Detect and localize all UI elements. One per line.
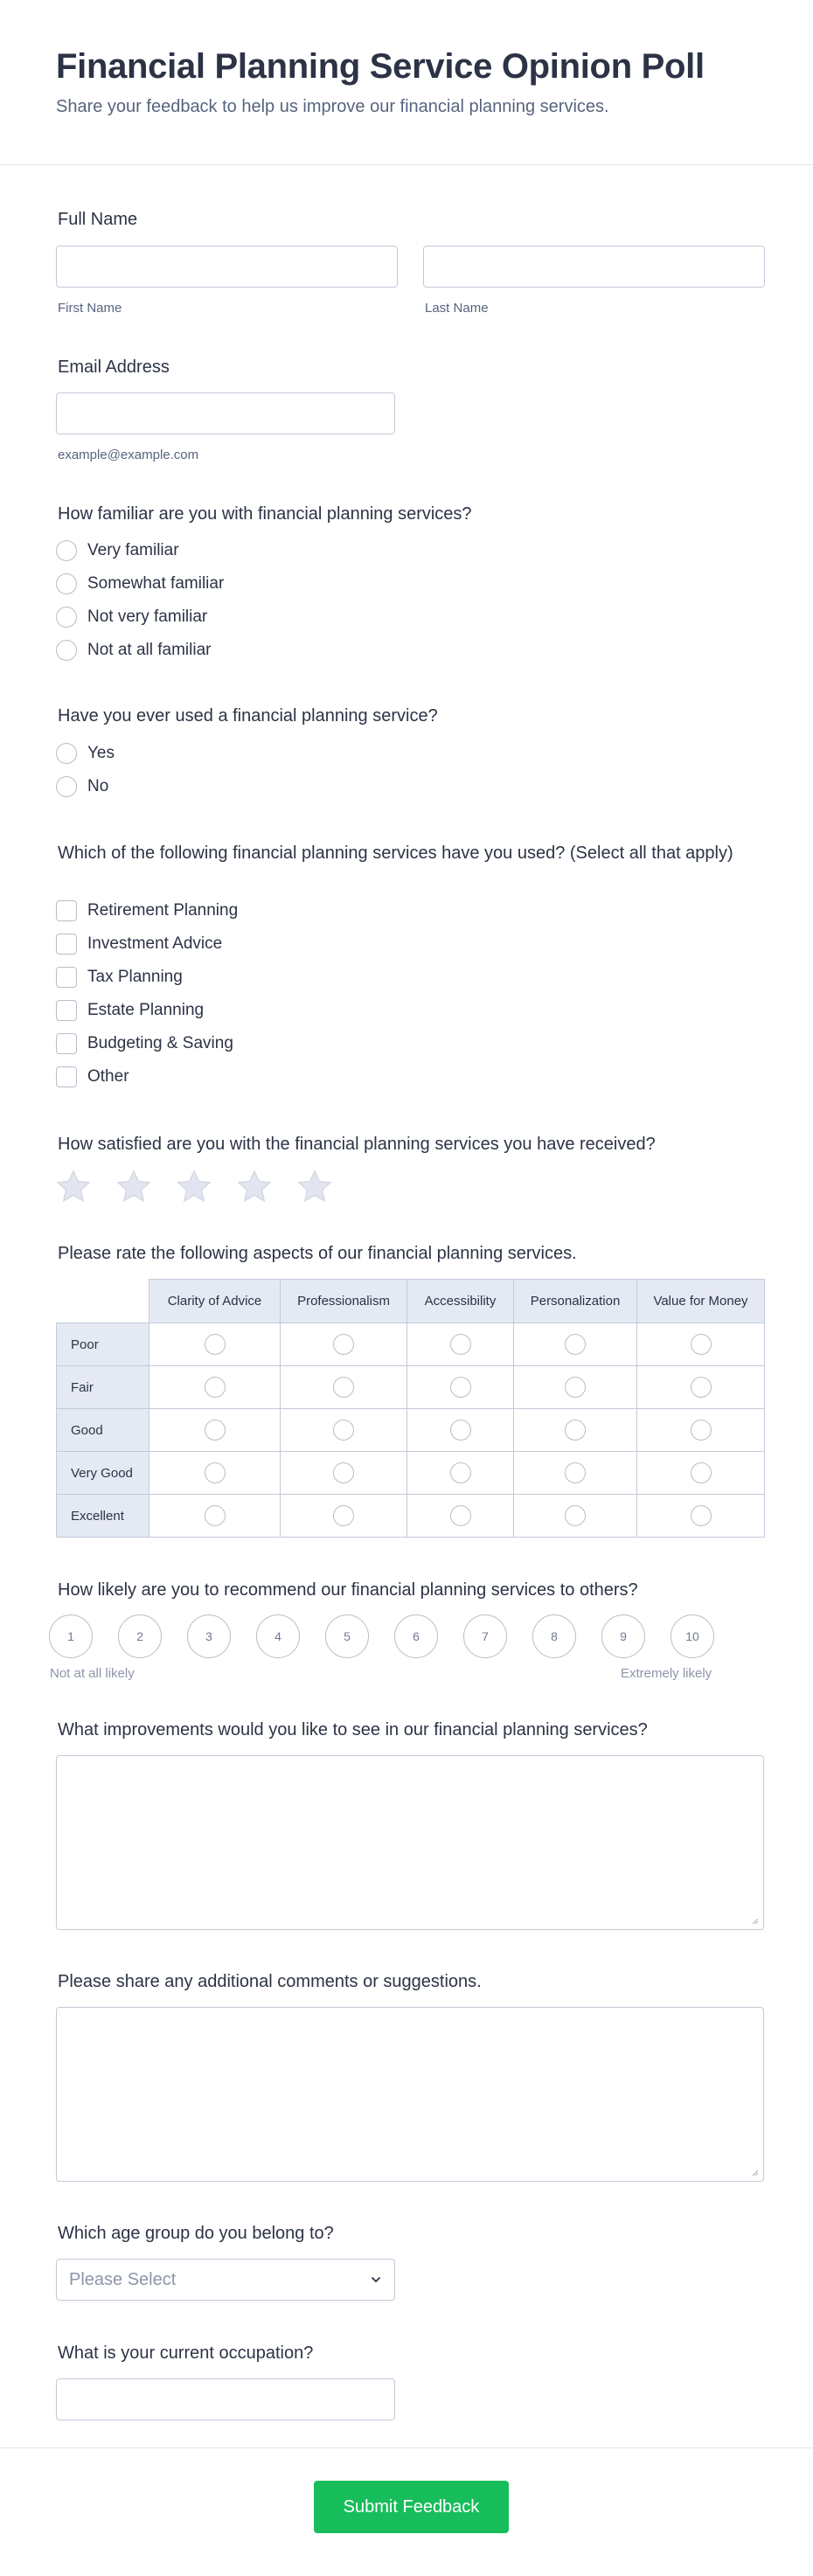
matrix-radio[interactable]: [565, 1377, 586, 1398]
familiarity-options: [56, 534, 224, 667]
service-option-investment[interactable]: Investment Advice: [56, 927, 238, 961]
service-option-other[interactable]: Other: [56, 1060, 238, 1094]
scale-option[interactable]: 7: [463, 1614, 507, 1658]
scale-option[interactable]: 9: [601, 1614, 645, 1658]
page-title: Financial Planning Service Opinion Poll: [56, 47, 705, 86]
scale-option[interactable]: 2: [118, 1614, 162, 1658]
rating-matrix: [56, 1279, 765, 1538]
scale-option[interactable]: 1: [49, 1614, 93, 1658]
familiarity-option-not-at-all[interactable]: Not at all familiar: [56, 634, 224, 667]
age-group-select[interactable]: [56, 2259, 395, 2301]
matrix-radio[interactable]: [450, 1334, 471, 1355]
recommend-scale: [49, 1614, 714, 1658]
form-header: [0, 0, 813, 165]
radio-button[interactable]: [56, 607, 77, 628]
comments-textarea[interactable]: [56, 2007, 764, 2182]
matrix-column-header: Value for Money: [637, 1280, 765, 1323]
comments-label: Please share any additional comments or suggestions.: [58, 1972, 482, 1991]
matrix-row: [57, 1409, 765, 1452]
scale-option[interactable]: 3: [187, 1614, 231, 1658]
matrix-row-label: Very Good: [57, 1452, 149, 1495]
matrix-row: [57, 1366, 765, 1409]
submit-button[interactable]: Submit Feedback: [314, 2481, 509, 2533]
matrix-row: [57, 1323, 765, 1366]
matrix-row-label: Excellent: [57, 1495, 149, 1538]
star-icon[interactable]: [54, 1168, 93, 1206]
occupation-label: What is your current occupation?: [58, 2343, 314, 2363]
matrix-column-header: Accessibility: [407, 1280, 514, 1323]
radio-button[interactable]: [56, 540, 77, 561]
checkbox[interactable]: [56, 1066, 77, 1087]
used-before-label: Have you ever used a financial planning service?: [58, 706, 438, 726]
familiarity-label: How familiar are you with financial planning services?: [58, 504, 472, 524]
checkbox[interactable]: [56, 967, 77, 988]
matrix-radio[interactable]: [205, 1334, 226, 1355]
page-subtitle: Share your feedback to help us improve our financial planning services.: [56, 97, 609, 116]
radio-button[interactable]: [56, 776, 77, 797]
used-before-option-no[interactable]: No: [56, 770, 115, 803]
email-sublabel: example@example.com: [58, 448, 199, 462]
service-option-retirement[interactable]: Retirement Planning: [56, 894, 238, 927]
star-icon[interactable]: [115, 1168, 153, 1206]
familiarity-option-somewhat[interactable]: Somewhat familiar: [56, 567, 224, 601]
full-name-label: Full Name: [58, 210, 138, 229]
familiarity-option-very[interactable]: Very familiar: [56, 534, 224, 567]
matrix-radio[interactable]: [450, 1505, 471, 1526]
matrix-radio[interactable]: [205, 1462, 226, 1483]
matrix-radio[interactable]: [333, 1505, 354, 1526]
matrix-radio[interactable]: [691, 1420, 712, 1441]
star-icon[interactable]: [295, 1168, 334, 1206]
matrix-radio[interactable]: [205, 1420, 226, 1441]
comments-wrap: [56, 2007, 764, 2182]
matrix-radio[interactable]: [450, 1420, 471, 1441]
matrix-row-label: Fair: [57, 1366, 149, 1409]
satisfaction-label: How satisfied are you with the financial planning services you have received?: [58, 1135, 656, 1154]
radio-button[interactable]: [56, 743, 77, 764]
matrix-row: [57, 1495, 765, 1538]
matrix-radio[interactable]: [450, 1377, 471, 1398]
checkbox[interactable]: [56, 934, 77, 955]
matrix-corner: [57, 1280, 149, 1323]
matrix-radio[interactable]: [333, 1334, 354, 1355]
star-icon[interactable]: [235, 1168, 274, 1206]
age-group-label: Which age group do you belong to?: [58, 2224, 334, 2243]
matrix-column-header: Personalization: [514, 1280, 637, 1323]
matrix-radio[interactable]: [691, 1505, 712, 1526]
matrix-column-header: Professionalism: [281, 1280, 407, 1323]
matrix-radio[interactable]: [333, 1420, 354, 1441]
last-name-input[interactable]: [423, 246, 765, 288]
used-before-options: [56, 737, 115, 803]
matrix-row: [57, 1452, 765, 1495]
chevron-down-icon: [370, 2274, 382, 2286]
scale-option[interactable]: 4: [256, 1614, 300, 1658]
services-used-label: Which of the following financial planning services have you used? (Select all that apply): [58, 844, 733, 863]
matrix-radio[interactable]: [691, 1334, 712, 1355]
occupation-input[interactable]: [56, 2378, 395, 2420]
scale-option[interactable]: 5: [325, 1614, 369, 1658]
scale-option[interactable]: 6: [394, 1614, 438, 1658]
checkbox[interactable]: [56, 900, 77, 921]
resize-grip-icon[interactable]: [750, 2168, 759, 2177]
radio-button[interactable]: [56, 573, 77, 594]
first-name-sublabel: First Name: [58, 301, 122, 316]
matrix-radio[interactable]: [450, 1462, 471, 1483]
matrix-label: Please rate the following aspects of our financial planning services.: [58, 1244, 577, 1263]
select-placeholder: Please Select: [69, 2269, 177, 2289]
star-icon[interactable]: [175, 1168, 213, 1206]
radio-button[interactable]: [56, 640, 77, 661]
resize-grip-icon[interactable]: [750, 1916, 759, 1925]
matrix-radio[interactable]: [691, 1462, 712, 1483]
matrix-radio[interactable]: [691, 1377, 712, 1398]
checkbox[interactable]: [56, 1000, 77, 1021]
familiarity-option-not-very[interactable]: Not very familiar: [56, 601, 224, 634]
scale-option[interactable]: 8: [532, 1614, 576, 1658]
form-footer: [0, 2448, 813, 2576]
star-rating: [54, 1168, 334, 1206]
matrix-radio[interactable]: [565, 1420, 586, 1441]
matrix-radio[interactable]: [565, 1505, 586, 1526]
scale-option[interactable]: 10: [671, 1614, 714, 1658]
matrix-radio[interactable]: [333, 1462, 354, 1483]
improvements-label: What improvements would you like to see in our financial planning services?: [58, 1720, 648, 1739]
matrix-row-label: Good: [57, 1409, 149, 1452]
first-name-input[interactable]: [56, 246, 398, 288]
scale-low-hint: Not at all likely: [50, 1666, 135, 1681]
service-option-budgeting[interactable]: Budgeting & Saving: [56, 1027, 238, 1060]
matrix-radio[interactable]: [565, 1462, 586, 1483]
services-used-options: [56, 894, 238, 1094]
scale-high-hint: Extremely likely: [621, 1666, 712, 1681]
matrix-radio[interactable]: [333, 1377, 354, 1398]
service-option-tax[interactable]: Tax Planning: [56, 961, 238, 994]
email-input[interactable]: [56, 392, 395, 434]
recommend-label: How likely are you to recommend our financial planning services to others?: [58, 1580, 638, 1600]
matrix-column-header: Clarity of Advice: [149, 1280, 281, 1323]
last-name-sublabel: Last Name: [425, 301, 489, 316]
checkbox[interactable]: [56, 1033, 77, 1054]
matrix-radio[interactable]: [565, 1334, 586, 1355]
improvements-textarea[interactable]: [56, 1755, 764, 1930]
improvements-wrap: [56, 1755, 764, 1930]
service-option-estate[interactable]: Estate Planning: [56, 994, 238, 1027]
matrix-radio[interactable]: [205, 1377, 226, 1398]
email-label: Email Address: [58, 358, 170, 377]
matrix-row-label: Poor: [57, 1323, 149, 1366]
used-before-option-yes[interactable]: Yes: [56, 737, 115, 770]
matrix-radio[interactable]: [205, 1505, 226, 1526]
